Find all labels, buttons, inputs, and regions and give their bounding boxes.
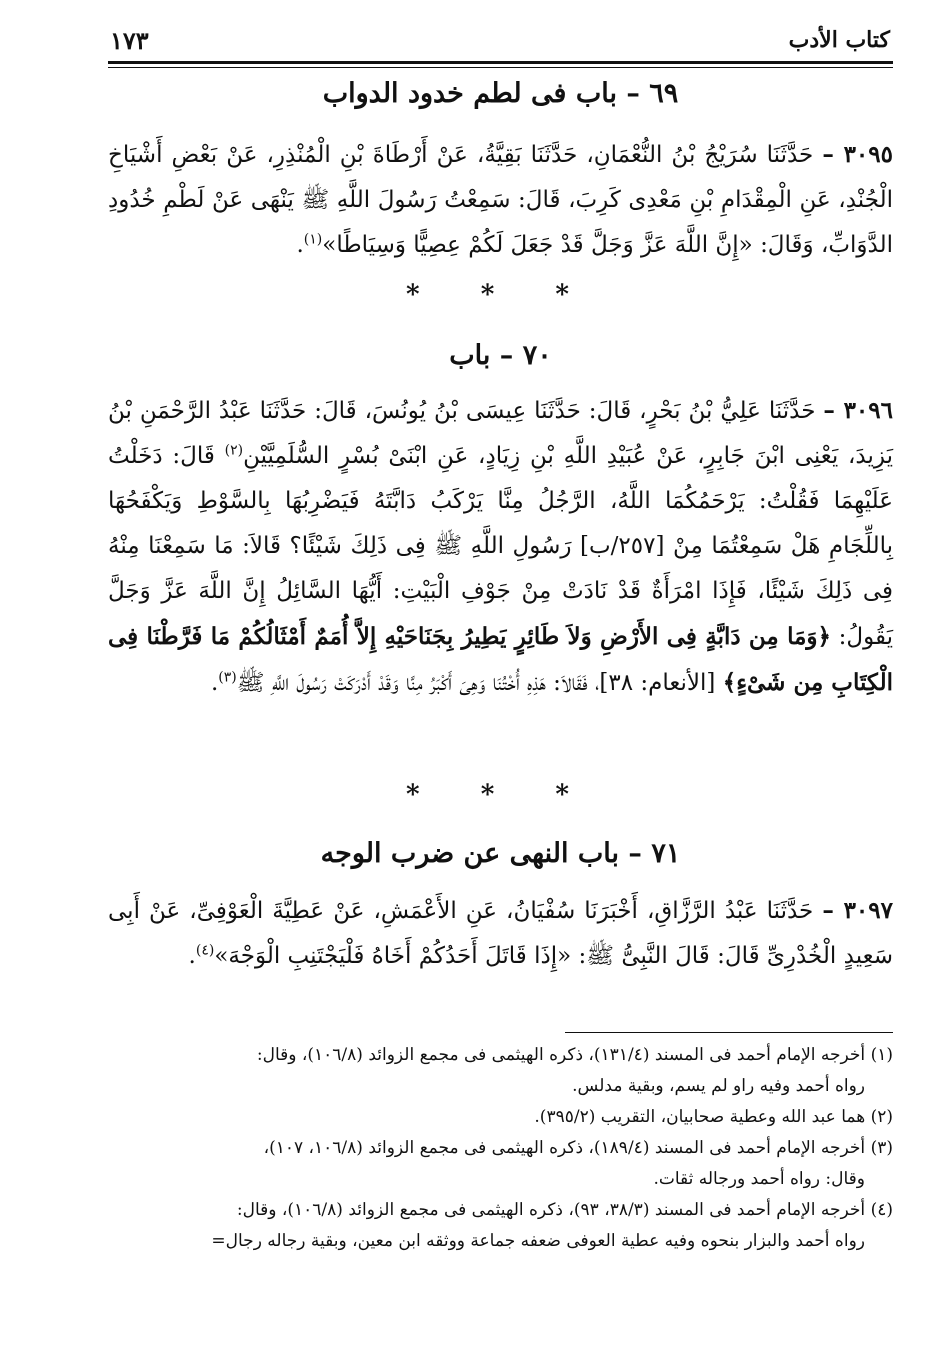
footnote-separator <box>565 1032 893 1033</box>
quran-verse: ﴿وَمَا مِن دَابَّةٍ فِى الأَرْضِ وَلاَ طَائِرٍ يَطِيرُ بِجَنَاحَيْهِ إِلاَّ أُمَمٌ أَمْثَالُكُمْ مَا فَرَّطْنَا فِى الْكِتَابِ مِن شَىْءٍ﴾ <box>108 623 893 696</box>
footnote-ref: (٣) <box>218 669 237 686</box>
footnote-text-continued: وقال: رواه أحمد ورجاله ثقات. <box>653 1169 865 1189</box>
hadith-text-end: [الأنعام: ٣٨]، فَقَالاَ: هَذِهِ أُخْتُنَا وَهِىَ أَكْبَرُ مِنَّا وَقَدْ أَدْرَكَتْ رَسُولَ اللَّهِ ﷺ <box>236 670 716 696</box>
footnote-text-continued: رواه أحمد وفيه راو لم يسم، وبقية مدلس. <box>572 1076 865 1096</box>
hadith-number: ٣٠٩٧ – <box>822 897 893 924</box>
section-69 <box>108 74 893 114</box>
footnote-text-continued: رواه أحمد والبزار بنحوه وفيه عطية العوفى ضعفه جماعة ووثقه ابن معين، وبقية رجاله رجال= <box>211 1231 865 1251</box>
footnote-text: أخرجه الإمام أحمد فى المسند (١٨٩/٤)، ذكره الهيثمى فى مجمع الزوائد (١٠٦/٨، ١٠٧)، <box>263 1138 866 1158</box>
hadith-text-continued: قَالَ: دَخَلْتُ عَلَيْهِمَا فَقُلْتُ: يَرْحَمُكُمَا اللَّهُ، الرَّجُلُ مِنَّا يَرْكَبُ دَابَّتَهُ فَيَضْرِبُهَا بِالسَّوْطِ وَيَكْفَحُهَا بِاللِّجَامِ هَلْ سَمِعْتُمَا مِنْ [٢٥٧/ب] رَسُولِ اللَّهِ ﷺ فِى ذَلِكَ شَيْئًا؟ قَالاَ: مَا سَمِعْنَا مِنْهُ فِى ذَلِكَ شَيْئًا، فَإِذَا امْرَأَةٌ قَدْ نَادَتْ مِنْ جَوْفِ الْبَيْتِ: أَيُّهَا السَّائِلُ إِنَّ اللَّهَ عَزَّ وَجَلَّ يَقُولُ: <box>108 443 893 650</box>
hadith-number: ٣٠٩٦ – <box>823 397 893 424</box>
hadith-text: حَدَّثَنَا عَلِيُّ بْنُ بَحْرٍ، قَالَ: حَدَّثَنَا عِيسَى بْنُ يُونُسَ، قَالَ: حَدَّثَنَا عَبْدُ الرَّحْمَنِ بْنُ يَزِيدَ، يَعْنِى ابْنَ جَابِرٍ، عَنْ عُبَيْدِ اللَّهِ بْنِ زِيَادٍ، عَنِ ابْنَىْ بُسْرٍ السُّلَمِيَّيْنِ <box>108 398 893 469</box>
footnote-marker: (١) <box>870 1045 893 1065</box>
section-separator: * * * <box>406 280 595 310</box>
hadith-text: حَدَّثَنَا سُرَيْجُ بْنُ النُّعْمَانِ، حَدَّثَنَا بَقِيَّةُ، عَنْ أَرْطَاةَ بْنِ الْمُنْذِرِ، عَنْ بَعْضِ أَشْيَاخِ الْجُنْدِ، عَنِ الْمِقْدَامِ بْنِ مَعْدِى كَرِبَ، قَالَ: سَمِعْتُ رَسُولَ اللَّهِ ﷺ يَنْهَى عَنْ لَطْمِ خُدُودِ الدَّوَابِّ، وَقَالَ: «إِنَّ اللَّهَ عَزَّ وَجَلَّ قَدْ جَعَلَ لَكُمْ عِصِيًّا وَسِيَاطًا» <box>108 142 893 258</box>
footnote-1 <box>108 1040 893 1102</box>
footnote-text: أخرجه الإمام أحمد فى المسند (١٣١/٤)، ذكره الهيثمى فى مجمع الزوائد (١٠٦/٨)، وقال: <box>256 1045 866 1065</box>
page-number: ١٧٣ <box>110 25 149 55</box>
hadith-paragraph: ٣٠٩٥ – حَدَّثَنَا سُرَيْجُ بْنُ النُّعْمَانِ، حَدَّثَنَا بَقِيَّةُ، عَنْ أَرْطَاةَ بْنِ الْمُنْذِرِ، عَنْ بَعْضِ أَشْيَاخِ الْجُنْدِ، عَنِ الْمِقْدَامِ بْنِ مَعْدِى كَرِبَ، قَالَ: سَمِعْتُ رَسُولَ اللَّهِ ﷺ يَنْهَى عَنْ لَطْمِ خُدُودِ الدَّوَابِّ، وَقَالَ: «إِنَّ اللَّهَ عَزَّ وَجَلَّ قَدْ جَعَلَ لَكُمْ عِصِيًّا وَسِيَاطًا»$^{(١)}$. <box>108 141 893 258</box>
footnote-3 <box>108 1133 893 1195</box>
section-71 <box>108 834 893 874</box>
chapter-heading: ٧١ – باب النهى عن ضرب الوجه <box>320 838 681 869</box>
footnote-text: أخرجه الإمام أحمد فى المسند (٣٨/٣، ٩٣)، ذكره الهيثمى فى مجمع الزوائد (١٠٦/٨)، وقال: <box>236 1200 866 1220</box>
footnote-ref: (٤) <box>195 942 215 959</box>
footnote-2 <box>108 1102 893 1133</box>
chapter-heading: ٦٩ – باب فى لطم خدود الدواب <box>322 78 679 109</box>
footnote-marker: (٢) <box>870 1107 893 1127</box>
footnote-4 <box>108 1195 893 1257</box>
hadith-paragraph: ٣٠٩٦ – حَدَّثَنَا عَلِيُّ بْنُ بَحْرٍ، قَالَ: حَدَّثَنَا عِيسَى بْنُ يُونُسَ، قَالَ: حَدَّثَنَا عَبْدُ الرَّحْمَنِ بْنُ يَزِيدَ، يَعْنِى ابْنَ جَابِرٍ، عَنْ عُبَيْدِ اللَّهِ بْنِ زِيَادٍ، عَنِ ابْنَىْ بُسْرٍ السُّلَمِيَّيْنِ$^{(٢)}$ قَالَ: دَخَلْتُ عَلَيْهِمَا فَقُلْتُ: يَرْحَمُكُمَا اللَّهُ، الرَّجُلُ مِنَّا يَرْكَبُ دَابَّتَهُ فَيَضْرِبُهَا بِالسَّوْطِ وَيَكْفَحُهَا بِاللِّجَامِ هَلْ سَمِعْتُمَا مِنْ [٢٥٧/ب] رَسُولِ اللَّهِ ﷺ فِى ذَلِكَ شَيْئًا؟ قَالاَ: مَا سَمِعْنَا مِنْهُ فِى ذَلِكَ شَيْئًا، فَإِذَا امْرَأَةٌ قَدْ نَادَتْ مِنْ جَوْفِ الْبَيْتِ: أَيُّهَا السَّائِلُ إِنَّ اللَّهَ عَزَّ وَجَلَّ يَقُولُ: ﴿وَمَا مِن دَابَّةٍ فِى الأَرْضِ وَلاَ طَائِرٍ يَطِيرُ بِجَنَاحَيْهِ إِلاَّ أُمَمٌ أَمْثَالُكُمْ مَا فَرَّطْنَا فِى الْكِتَابِ مِن شَىْءٍ﴾ [الأنعام: ٣٨]، فَقَالاَ: هَذِهِ أُخْتُنَا وَهِىَ أَكْبَرُ مِنَّا وَقَدْ أَدْرَكَتْ رَسُولَ اللَّهِ ﷺ$^{(٣)}$. <box>108 397 893 696</box>
footnote-text: هما عبد الله وعطية صحابيان، التقريب (٣٩٥/٢). <box>534 1107 866 1127</box>
hadith-paragraph: ٣٠٩٧ – حَدَّثَنَا عَبْدُ الرَّزَّاقِ، أَخْبَرَنَا سُفْيَانُ، عَنِ الأَعْمَشِ، عَنْ عَطِيَّةَ الْعَوْفِىِّ، عَنْ أَبِى سَعِيدٍ الْخُدْرِىِّ قَالَ: قَالَ النَّبِىُّ ﷺ: «إِذَا قَاتَلَ أَحَدُكُمْ أَخَاهُ فَلْيَجْتَنِبِ الْوَجْهَ»$^{(٤)}$. <box>108 897 893 969</box>
header-rule-thin <box>108 67 893 68</box>
footnote-marker: (٤) <box>870 1200 893 1220</box>
hadith-3096 <box>108 388 893 706</box>
book-title: كتاب الأدب <box>788 27 890 53</box>
section-70 <box>108 336 893 376</box>
chapter-heading: ٧٠ – باب <box>449 340 552 371</box>
footnote-ref: (١) <box>303 231 323 248</box>
running-header <box>110 20 890 60</box>
hadith-number: ٣٠٩٥ – <box>822 141 893 168</box>
footnote-ref: (٢) <box>224 442 244 459</box>
hadith-text: حَدَّثَنَا عَبْدُ الرَّزَّاقِ، أَخْبَرَنَا سُفْيَانُ، عَنِ الأَعْمَشِ، عَنْ عَطِيَّةَ الْعَوْفِىِّ، عَنْ أَبِى سَعِيدٍ الْخُدْرِىِّ قَالَ: قَالَ النَّبِىُّ ﷺ: «إِذَا قَاتَلَ أَحَدُكُمْ أَخَاهُ فَلْيَجْتَنِبِ الْوَجْهَ» <box>108 898 893 969</box>
hadith-3095 <box>108 132 893 268</box>
header-rule-thick <box>108 61 893 64</box>
hadith-3097 <box>108 888 893 979</box>
section-separator: * * * <box>406 780 595 810</box>
footnotes <box>108 1040 893 1257</box>
footnote-marker: (٣) <box>870 1138 893 1158</box>
